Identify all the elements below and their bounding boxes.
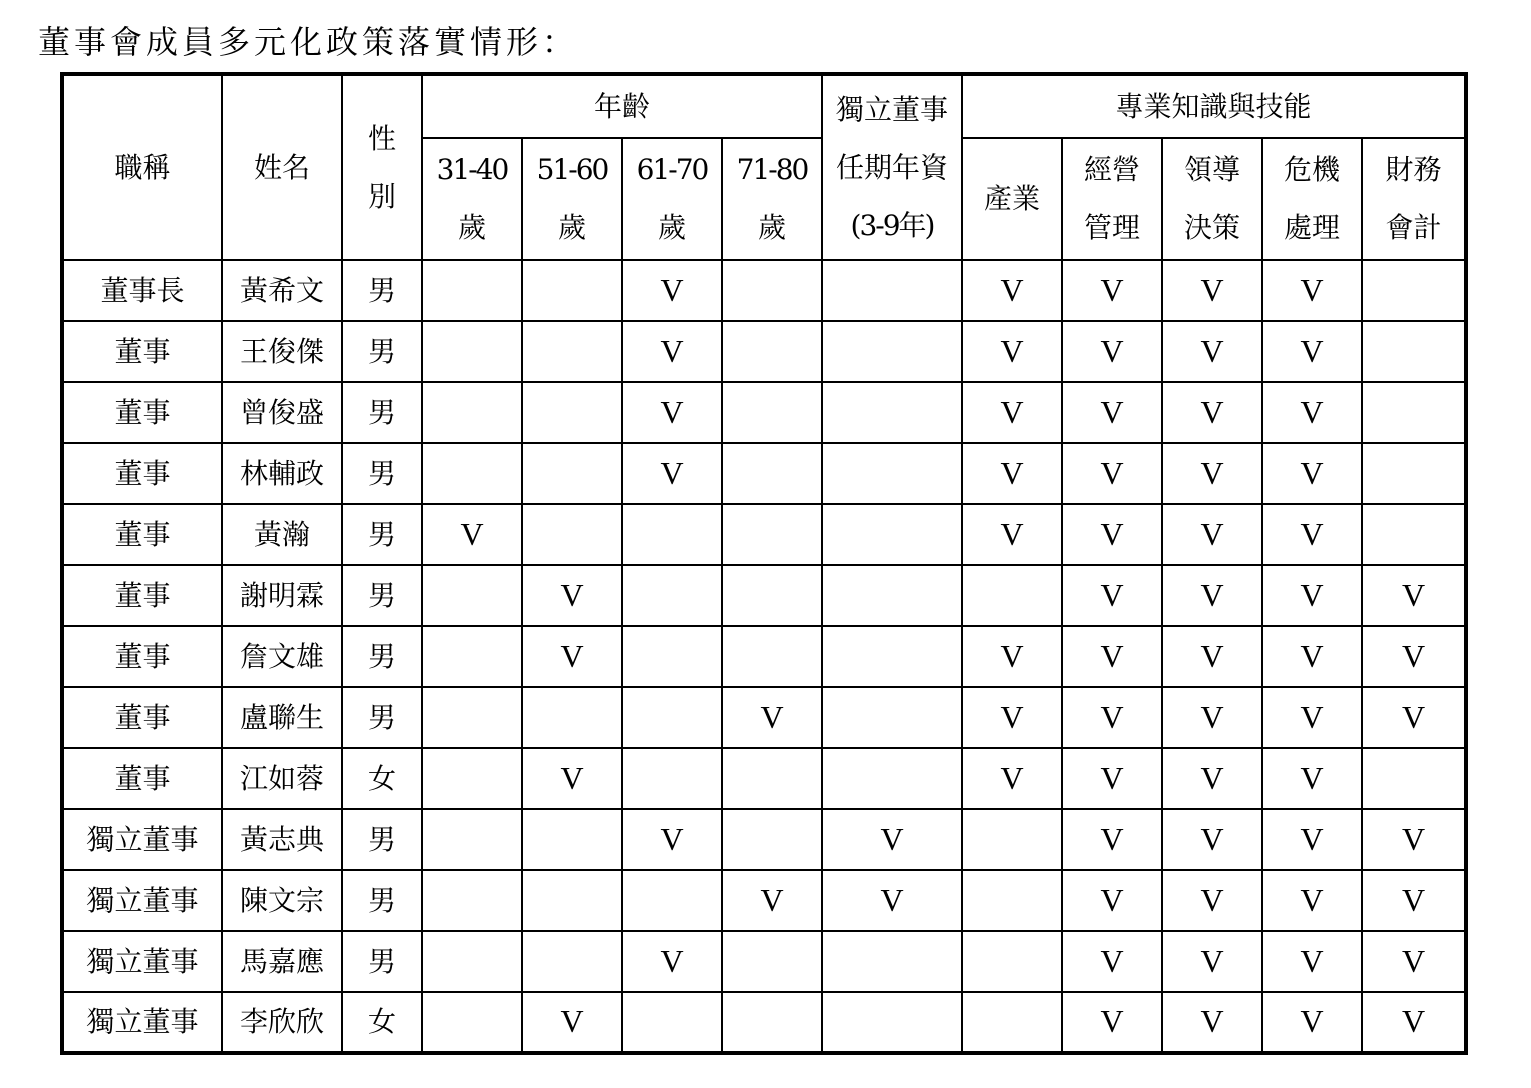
cell-skill-finance — [1362, 260, 1466, 321]
header-age-group: 年齡 — [422, 74, 822, 138]
check-mark: V — [1401, 637, 1426, 674]
cell-age-51-60 — [522, 870, 622, 931]
cell-skill-leadership — [1162, 992, 1262, 1053]
check-mark: V — [560, 759, 584, 796]
cell-independent-tenure — [822, 687, 962, 748]
check-mark: V — [660, 332, 684, 369]
check-mark: V — [760, 881, 784, 918]
cell-gender: 男 — [342, 321, 422, 382]
cell-age-51-60 — [522, 504, 622, 565]
cell-age-61-70 — [622, 382, 722, 443]
cell-skill-leadership — [1162, 382, 1262, 443]
cell-age-71-80 — [722, 931, 822, 992]
cell-age-61-70 — [622, 870, 722, 931]
cell-age-71-80 — [722, 687, 822, 748]
cell-age-71-80 — [722, 565, 822, 626]
cell-skill-finance — [1362, 931, 1466, 992]
check-mark: V — [1100, 881, 1124, 918]
document-title: 董事會成員多元化政策落實情形： — [38, 23, 579, 61]
cell-skill-leadership — [1162, 626, 1262, 687]
cell-skill-finance — [1362, 992, 1466, 1053]
table-row — [62, 382, 1466, 443]
cell-skill-management — [1062, 809, 1162, 870]
cell-skill-industry — [962, 260, 1062, 321]
cell-name: 王俊傑 — [222, 321, 342, 382]
check-mark: V — [1100, 942, 1124, 979]
table-header — [62, 74, 1466, 260]
cell-skill-management — [1062, 626, 1162, 687]
cell-skill-management — [1062, 565, 1162, 626]
check-mark: V — [1100, 454, 1124, 491]
cell-name: 林輔政 — [222, 443, 342, 504]
check-mark: V — [1000, 271, 1024, 308]
cell-skill-industry — [962, 870, 1062, 931]
cell-skill-crisis — [1262, 992, 1362, 1053]
cell-age-51-60 — [522, 321, 622, 382]
check-mark: V — [1100, 1003, 1124, 1039]
cell-skill-crisis — [1262, 504, 1362, 565]
cell-skill-industry — [962, 931, 1062, 992]
cell-age-31-40 — [422, 992, 522, 1053]
cell-age-51-60 — [522, 626, 622, 687]
cell-independent-tenure — [822, 931, 962, 992]
cell-age-31-40 — [422, 931, 522, 992]
cell-skill-leadership — [1162, 504, 1262, 565]
cell-skill-leadership — [1162, 321, 1262, 382]
check-mark: V — [1401, 576, 1426, 613]
cell-name: 陳文宗 — [222, 870, 342, 931]
check-mark: V — [1100, 698, 1124, 735]
cell-gender: 女 — [342, 748, 422, 809]
table-row — [62, 565, 1466, 626]
header-skill-finance: 財務 會計 — [1362, 138, 1466, 260]
cell-skill-management — [1062, 992, 1162, 1053]
check-mark: V — [1100, 393, 1124, 430]
cell-age-61-70 — [622, 443, 722, 504]
check-mark: V — [1200, 820, 1224, 857]
cell-independent-tenure — [822, 748, 962, 809]
cell-independent-tenure — [822, 321, 962, 382]
cell-age-71-80 — [722, 870, 822, 931]
cell-gender: 男 — [342, 870, 422, 931]
check-mark: V — [1200, 942, 1224, 979]
check-mark: V — [1100, 332, 1124, 369]
check-mark: V — [1200, 271, 1224, 308]
cell-skill-management — [1062, 504, 1162, 565]
header-gender: 性 別 — [342, 74, 422, 260]
cell-age-31-40 — [422, 748, 522, 809]
cell-skill-crisis — [1262, 748, 1362, 809]
cell-gender: 男 — [342, 626, 422, 687]
cell-title: 董事 — [62, 443, 222, 504]
cell-skill-management — [1062, 931, 1162, 992]
cell-gender: 男 — [342, 504, 422, 565]
cell-independent-tenure — [822, 260, 962, 321]
check-mark: V — [660, 271, 684, 308]
check-mark: V — [1000, 454, 1024, 491]
cell-age-71-80 — [722, 992, 822, 1053]
cell-skill-management — [1062, 382, 1162, 443]
table-row — [62, 748, 1466, 809]
check-mark: V — [1300, 576, 1324, 613]
check-mark: V — [760, 698, 784, 735]
cell-title: 董事 — [62, 565, 222, 626]
check-mark: V — [1300, 332, 1324, 369]
cell-age-61-70 — [622, 260, 722, 321]
cell-skill-industry — [962, 992, 1062, 1053]
check-mark: V — [1300, 759, 1324, 796]
cell-independent-tenure — [822, 443, 962, 504]
cell-skill-crisis — [1262, 687, 1362, 748]
check-mark: V — [1300, 698, 1324, 735]
cell-age-71-80 — [722, 748, 822, 809]
cell-age-51-60 — [522, 809, 622, 870]
board-diversity-table — [60, 72, 1468, 1055]
cell-age-61-70 — [622, 992, 722, 1053]
cell-title: 獨立董事 — [62, 992, 222, 1053]
check-mark: V — [560, 637, 584, 674]
check-mark: V — [1300, 393, 1324, 430]
cell-skill-industry — [962, 443, 1062, 504]
table-row — [62, 931, 1466, 992]
check-mark: V — [1100, 515, 1124, 552]
check-mark: V — [1300, 1003, 1324, 1039]
cell-age-51-60 — [522, 687, 622, 748]
cell-independent-tenure — [822, 870, 962, 931]
check-mark: V — [1200, 698, 1224, 735]
check-mark: V — [1200, 454, 1224, 491]
table-row — [62, 443, 1466, 504]
table-row — [62, 809, 1466, 870]
cell-age-51-60 — [522, 260, 622, 321]
cell-skill-finance — [1362, 748, 1466, 809]
check-mark: V — [1000, 637, 1024, 674]
check-mark: V — [1300, 881, 1324, 918]
cell-age-71-80 — [722, 321, 822, 382]
cell-independent-tenure — [822, 565, 962, 626]
cell-skill-management — [1062, 870, 1162, 931]
header-skill-management: 經營 管理 — [1062, 138, 1162, 260]
cell-skill-crisis — [1262, 870, 1362, 931]
cell-age-61-70 — [622, 809, 722, 870]
check-mark: V — [1000, 515, 1024, 552]
cell-age-31-40 — [422, 260, 522, 321]
check-mark: V — [1200, 515, 1224, 552]
cell-skill-finance — [1362, 382, 1466, 443]
check-mark: V — [1401, 1003, 1426, 1039]
cell-independent-tenure — [822, 992, 962, 1053]
cell-title: 董事長 — [62, 260, 222, 321]
cell-age-51-60 — [522, 992, 622, 1053]
cell-name: 曾俊盛 — [222, 382, 342, 443]
cell-skill-industry — [962, 565, 1062, 626]
check-mark: V — [1100, 637, 1124, 674]
check-mark: V — [1300, 820, 1324, 857]
header-skill-crisis: 危機 處理 — [1262, 138, 1362, 260]
header-skill-leadership: 領導 決策 — [1162, 138, 1262, 260]
check-mark: V — [1100, 576, 1124, 613]
check-mark: V — [1200, 759, 1224, 796]
cell-age-51-60 — [522, 931, 622, 992]
cell-name: 黃希文 — [222, 260, 342, 321]
cell-age-51-60 — [522, 565, 622, 626]
cell-gender: 男 — [342, 931, 422, 992]
cell-age-61-70 — [622, 931, 722, 992]
cell-skill-management — [1062, 321, 1162, 382]
check-mark: V — [560, 576, 584, 613]
cell-name: 黃瀚 — [222, 504, 342, 565]
table-row — [62, 504, 1466, 565]
cell-age-31-40 — [422, 382, 522, 443]
header-age-71-80: 71-80 歲 — [722, 138, 822, 260]
cell-age-31-40 — [422, 443, 522, 504]
cell-age-61-70 — [622, 748, 722, 809]
check-mark: V — [1200, 576, 1224, 613]
header-name: 姓名 — [222, 74, 342, 260]
cell-age-51-60 — [522, 443, 622, 504]
cell-age-61-70 — [622, 504, 722, 565]
cell-name: 謝明霖 — [222, 565, 342, 626]
cell-skill-industry — [962, 748, 1062, 809]
check-mark: V — [460, 515, 484, 552]
cell-age-71-80 — [722, 382, 822, 443]
cell-age-31-40 — [422, 809, 522, 870]
check-mark: V — [1000, 698, 1024, 735]
cell-skill-industry — [962, 504, 1062, 565]
cell-gender: 女 — [342, 992, 422, 1053]
cell-age-31-40 — [422, 687, 522, 748]
cell-age-71-80 — [722, 626, 822, 687]
cell-age-51-60 — [522, 382, 622, 443]
check-mark: V — [1300, 271, 1324, 308]
check-mark: V — [560, 1003, 584, 1039]
cell-skill-finance — [1362, 504, 1466, 565]
cell-age-71-80 — [722, 443, 822, 504]
cell-age-61-70 — [622, 321, 722, 382]
cell-skill-management — [1062, 687, 1162, 748]
cell-gender: 男 — [342, 809, 422, 870]
check-mark: V — [1200, 332, 1224, 369]
cell-name: 李欣欣 — [222, 992, 342, 1053]
cell-skill-crisis — [1262, 382, 1362, 443]
table-row — [62, 992, 1466, 1053]
header-age-61-70: 61-70 歲 — [622, 138, 722, 260]
cell-title: 獨立董事 — [62, 809, 222, 870]
check-mark: V — [1200, 881, 1224, 918]
check-mark: V — [1401, 820, 1426, 857]
cell-skill-industry — [962, 809, 1062, 870]
cell-skill-industry — [962, 687, 1062, 748]
cell-independent-tenure — [822, 382, 962, 443]
cell-skill-crisis — [1262, 565, 1362, 626]
header-age-51-60: 51-60 歲 — [522, 138, 622, 260]
cell-skill-crisis — [1262, 321, 1362, 382]
cell-title: 董事 — [62, 687, 222, 748]
cell-independent-tenure — [822, 504, 962, 565]
check-mark: V — [1100, 759, 1124, 796]
check-mark: V — [1000, 393, 1024, 430]
cell-age-61-70 — [622, 626, 722, 687]
check-mark: V — [1000, 332, 1024, 369]
header-title: 職稱 — [62, 74, 222, 260]
cell-skill-finance — [1362, 687, 1466, 748]
header-skills-group: 專業知識與技能 — [962, 74, 1466, 138]
cell-name: 黃志典 — [222, 809, 342, 870]
cell-skill-management — [1062, 748, 1162, 809]
cell-title: 董事 — [62, 321, 222, 382]
cell-skill-crisis — [1262, 260, 1362, 321]
cell-independent-tenure — [822, 809, 962, 870]
table-row — [62, 870, 1466, 931]
check-mark: V — [1200, 637, 1224, 674]
cell-skill-finance — [1362, 870, 1466, 931]
check-mark: V — [1100, 820, 1124, 857]
cell-title: 獨立董事 — [62, 931, 222, 992]
cell-skill-crisis — [1262, 809, 1362, 870]
check-mark: V — [1300, 515, 1324, 552]
header-age-31-40: 31-40 歲 — [422, 138, 522, 260]
cell-skill-leadership — [1162, 443, 1262, 504]
cell-age-31-40 — [422, 565, 522, 626]
cell-skill-leadership — [1162, 809, 1262, 870]
cell-skill-finance — [1362, 565, 1466, 626]
check-mark: V — [1100, 271, 1124, 308]
cell-title: 董事 — [62, 504, 222, 565]
table-row — [62, 321, 1466, 382]
cell-skill-leadership — [1162, 870, 1262, 931]
header-skill-industry: 產業 — [962, 138, 1062, 260]
cell-gender: 男 — [342, 687, 422, 748]
check-mark: V — [1200, 1003, 1224, 1039]
cell-gender: 男 — [342, 260, 422, 321]
cell-gender: 男 — [342, 443, 422, 504]
header-independent-tenure: 獨立董事 任期年資 (3-9年) — [822, 74, 962, 260]
cell-age-51-60 — [522, 748, 622, 809]
cell-skill-leadership — [1162, 565, 1262, 626]
cell-gender: 男 — [342, 382, 422, 443]
check-mark: V — [880, 881, 904, 918]
cell-independent-tenure — [822, 626, 962, 687]
check-mark: V — [1401, 881, 1426, 918]
cell-skill-industry — [962, 626, 1062, 687]
cell-skill-leadership — [1162, 687, 1262, 748]
cell-age-31-40 — [422, 504, 522, 565]
cell-skill-leadership — [1162, 931, 1262, 992]
cell-skill-industry — [962, 382, 1062, 443]
check-mark: V — [1200, 393, 1224, 430]
cell-age-31-40 — [422, 321, 522, 382]
cell-skill-finance — [1362, 443, 1466, 504]
table-row — [62, 260, 1466, 321]
cell-name: 江如蓉 — [222, 748, 342, 809]
cell-gender: 男 — [342, 565, 422, 626]
cell-title: 獨立董事 — [62, 870, 222, 931]
cell-skill-finance — [1362, 321, 1466, 382]
cell-title: 董事 — [62, 382, 222, 443]
check-mark: V — [1000, 759, 1024, 796]
cell-age-31-40 — [422, 870, 522, 931]
cell-name: 馬嘉應 — [222, 931, 342, 992]
table-row — [62, 626, 1466, 687]
check-mark: V — [660, 454, 684, 491]
cell-title: 董事 — [62, 626, 222, 687]
cell-skill-finance — [1362, 626, 1466, 687]
cell-skill-management — [1062, 260, 1162, 321]
cell-skill-crisis — [1262, 626, 1362, 687]
cell-age-31-40 — [422, 626, 522, 687]
cell-skill-crisis — [1262, 443, 1362, 504]
cell-skill-leadership — [1162, 748, 1262, 809]
cell-name: 盧聯生 — [222, 687, 342, 748]
cell-age-61-70 — [622, 565, 722, 626]
check-mark: V — [660, 942, 684, 979]
table-body — [62, 260, 1466, 1053]
cell-age-71-80 — [722, 260, 822, 321]
cell-skill-finance — [1362, 809, 1466, 870]
check-mark: V — [1300, 454, 1324, 491]
cell-skill-industry — [962, 321, 1062, 382]
check-mark: V — [1401, 942, 1426, 979]
check-mark: V — [1300, 942, 1324, 979]
cell-age-61-70 — [622, 687, 722, 748]
table-row — [62, 687, 1466, 748]
check-mark: V — [880, 820, 904, 857]
cell-skill-management — [1062, 443, 1162, 504]
check-mark: V — [660, 820, 684, 857]
cell-skill-leadership — [1162, 260, 1262, 321]
cell-name: 詹文雄 — [222, 626, 342, 687]
check-mark: V — [1401, 698, 1426, 735]
check-mark: V — [660, 393, 684, 430]
cell-skill-crisis — [1262, 931, 1362, 992]
cell-age-71-80 — [722, 809, 822, 870]
cell-age-71-80 — [722, 504, 822, 565]
cell-title: 董事 — [62, 748, 222, 809]
check-mark: V — [1300, 637, 1324, 674]
